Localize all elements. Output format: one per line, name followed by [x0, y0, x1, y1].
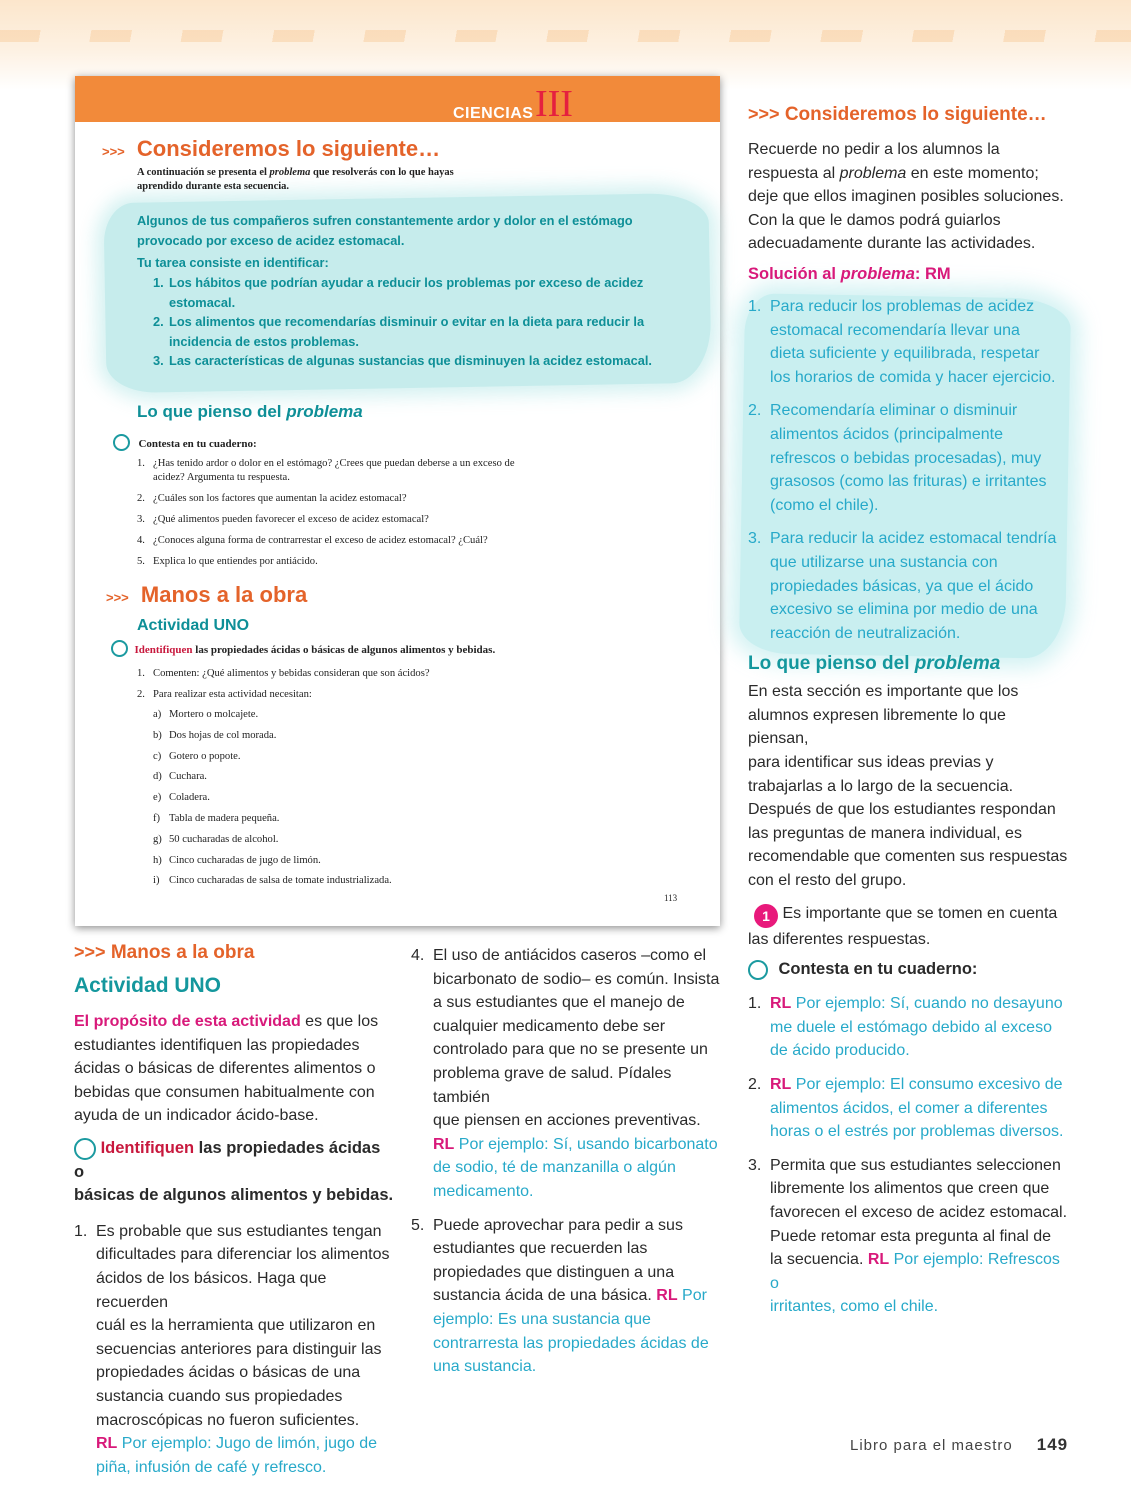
material-text: Gotero o popote. [169, 750, 241, 762]
material-item [153, 809, 553, 830]
material-text: 50 cucharadas de alcohol. [169, 833, 279, 845]
solution-answer [748, 295, 1068, 389]
question-list [137, 457, 607, 576]
answer-line: dieta suficiente y equilibrada, respetar [770, 345, 1040, 363]
material-letter: g) [153, 833, 162, 845]
question-number: 3. [137, 514, 145, 526]
consideremos-intro: A continuación se presenta el problema que resolverás con lo que hayas aprendido durante esta secuencia. [137, 167, 454, 192]
answer-line: me duele el estómago debido al exceso [770, 1018, 1052, 1036]
answer-line: contrarresta las propiedades ácidas de [433, 1334, 709, 1352]
question-text: acidez? Argumenta tu respuesta. [153, 472, 290, 484]
right-consideremos-heading: >>> Consideremos lo siguiente… [748, 104, 1047, 125]
item-line: macroscópicas no fueron suficientes. [96, 1411, 360, 1429]
answer-number: 3. [748, 530, 762, 548]
materials-list [153, 705, 553, 892]
right-intro: Recuerde no pedir a los alumnos la respuesta al problema en este momento; deje que ellos imaginen posibles soluciones. Con la que le damos podrá guiarlos adecuadamente durante las actividades. [748, 141, 1064, 253]
item-line: estudiantes que recuerden las [433, 1240, 648, 1258]
rl-label: RL [770, 1076, 792, 1093]
solution-answer [748, 527, 1068, 645]
step-item [137, 664, 637, 685]
question-text: ¿Qué alimentos pueden favorecer el exceso de acidez estomacal? [153, 514, 429, 526]
item-line: Puede aprovechar para pedir a sus [433, 1216, 683, 1234]
answer-line: RL Por ejemplo: Jugo de limón, jugo de [96, 1435, 378, 1453]
answer-line: refrescos o bebidas procesadas), muy [770, 449, 1042, 467]
question-number: 5. [137, 556, 145, 568]
question-answer [748, 992, 1068, 1063]
answer-line: de sodio, té de manzanilla o algún [433, 1159, 676, 1177]
answer-line: RL Por ejemplo: Sí, usando bicarbonato [433, 1135, 718, 1153]
item-line: a sus estudiantes que el manejo de [433, 994, 685, 1012]
question-number: 2. [137, 493, 145, 505]
middle-item-5: 5. Puede aprovechar para pedir a sus estudiantes que recuerden las propiedades que distinguen a una sustancia ácida de una básica. RL Por ejemplo: Es una sustancia que contrarresta las propiedades ácidas de una sustancia. [411, 1214, 723, 1379]
answer-line: ejemplo: Es una sustancia que [433, 1310, 651, 1328]
item-line: problema grave de salud. Pídales también [433, 1064, 672, 1106]
material-item [153, 747, 553, 768]
material-letter: f) [153, 812, 161, 824]
task-list [153, 273, 693, 371]
item-line: sustancia ácida de una básica. RL Por [433, 1287, 707, 1305]
answer-line: piña, infusión de café y refresco. [96, 1458, 327, 1476]
question-number: 1. [137, 458, 145, 469]
item-line: cualquier medicamento debe ser [433, 1017, 666, 1035]
material-letter: b) [153, 729, 162, 741]
student-page-number: 113 [664, 893, 678, 903]
student-page [75, 76, 720, 926]
chevron-icon: >>> [74, 942, 106, 962]
task-number: 2. [153, 314, 164, 329]
solution-answer [748, 399, 1068, 517]
material-item [153, 851, 553, 872]
left-actividad-heading: Actividad UNO [74, 974, 222, 997]
item-line: Es probable que sus estudiantes tengan [96, 1222, 382, 1240]
material-item [153, 726, 553, 747]
answer-line: Para reducir la acidez estomacal tendría [770, 530, 1057, 548]
lqp-line: Después de que los estudiantes respondan [748, 801, 1056, 819]
answer-number: 1. [748, 995, 762, 1013]
left-column [74, 942, 394, 1479]
question-answers [748, 992, 1068, 1144]
item-line: ácidos de los básicos. Haga que recuerden [96, 1269, 327, 1311]
step-number: 2. [137, 688, 145, 700]
material-item [153, 705, 553, 726]
material-text: Cuchara. [169, 771, 207, 783]
question-item [137, 555, 607, 569]
task-item [153, 273, 693, 312]
question-item [137, 492, 607, 506]
right-lqp-heading: Lo que pienso del problema [748, 653, 1001, 675]
question-text: ¿Has tenido ardor o dolor en el estómago? ¿Crees que puedan deberse a un exceso de [153, 458, 515, 469]
footer-page-number: 149 [1036, 1435, 1069, 1454]
answer-line: reacción de neutralización. [770, 624, 961, 642]
problem-scenario: Algunos de tus compañeros sufren constantemente ardor y dolor en el estómago provocado por exceso de acidez estomacal. Tu tarea consiste en identificar: [137, 213, 633, 270]
task-number: 1. [153, 275, 164, 290]
item-line: sustancia cuando sus propiedades [96, 1387, 343, 1405]
item-line: secuencias anteriores para distinguir las [96, 1340, 382, 1358]
answer-line: de ácido producido. [770, 1042, 910, 1060]
manos-heading: >>> Manos a la obra [106, 582, 308, 607]
answer-line: horas o el estrés por problemas diversos. [770, 1123, 1064, 1141]
right-column [748, 104, 1068, 1319]
footer [850, 1435, 1068, 1455]
badge-note: 1 Es importante que se tomen en cuenta las diferentes respuestas. [748, 904, 1058, 948]
task-text: estomacal. [169, 294, 236, 310]
middle-item-4: 4. El uso de antiácidos caseros –como el bicarbonato de sodio– es común. Insista a sus estudiantes que el manejo de cualquier medicamento debe ser controlado para que no se presente un problema grave de salud. Pídales también que piensen en acciones preventivas. RL Por ejemplo: Sí, usando bicarbonato de sodio, té de manzanilla o algún medicamento. [411, 944, 723, 1204]
task-item [153, 312, 693, 351]
identifiquen-instruction: Identifiquen las propiedades ácidas o básicas de algunos alimentos y bebidas. [111, 640, 495, 658]
rl-label: RL [96, 1435, 118, 1453]
lo-que-pienso-heading: Lo que pienso del problema [137, 402, 363, 421]
answer-number: 2. [748, 402, 762, 420]
lqp-line: alumnos expresen libremente lo que piensan, [748, 706, 1006, 748]
activity-ring-icon [74, 1138, 96, 1160]
student-page-header-band [75, 76, 720, 125]
item-line: propiedades que distinguen a una [433, 1263, 675, 1281]
notebook-ring-icon [113, 434, 130, 451]
question-item [137, 513, 607, 527]
consideremos-heading: >>> Consideremos lo siguiente… [102, 136, 441, 161]
header-volume-number: III [535, 83, 573, 125]
task-text: Los hábitos que podrían ayudar a reducir los problemas por exceso de acidez [169, 275, 644, 290]
step-text: Comenten: ¿Qué alimentos y bebidas consideran que son ácidos? [153, 668, 430, 679]
steps-list [137, 664, 637, 706]
right-contesta: Contesta en tu cuaderno: [748, 960, 1068, 980]
contesta-instruction: Contesta en tu cuaderno: [113, 434, 257, 452]
answer-line: alimentos ácidos, el comer a diferentes [770, 1099, 1048, 1117]
question-text: ¿Cuáles son los factores que aumentan la acidez estomacal? [153, 493, 407, 505]
solution-answers [748, 295, 1068, 645]
number-badge-icon: 1 [754, 904, 778, 928]
lqp-line: para identificar sus ideas previas y [748, 754, 994, 772]
chevron-icon: >>> [748, 104, 780, 124]
question-answer [748, 1073, 1068, 1144]
item-line: propiedades ácidas o básicas de una [96, 1364, 361, 1382]
material-text: Mortero o molcajete. [169, 709, 259, 720]
middle-column [411, 944, 723, 1379]
task-number: 3. [153, 353, 164, 368]
material-letter: a) [153, 709, 162, 720]
activity-ring-icon [111, 640, 128, 657]
material-item [153, 767, 553, 788]
answer-line: Recomendaría eliminar o disminuir [770, 402, 1018, 420]
answer-line: excesivo se elimina por medio de una [770, 601, 1038, 619]
left-proposito: El propósito de esta actividad es que los estudiantes identifiquen las propiedades ácidas o básicas de diferentes alimentos o bebidas que consumen habitualmente con ayuda de un indicador ácido-base. [74, 1013, 379, 1125]
lqp-line: En esta sección es importante que los [748, 683, 1019, 701]
answer-line: que utilizarse una sustancia con [770, 553, 998, 571]
lqp-line: trabajarlas a lo largo de la secuencia. [748, 777, 1014, 795]
answer-line: estomacal recomendaría llevar una [770, 321, 1020, 339]
rl-label: RL [656, 1287, 678, 1305]
material-letter: c) [153, 750, 162, 762]
question-item [137, 534, 607, 548]
material-letter: d) [153, 771, 162, 783]
answer-number: 1. [748, 297, 762, 315]
answer-line: alimentos ácidos (principalmente [770, 425, 1003, 443]
footer-label: Libro para el maestro [850, 1437, 1013, 1454]
material-text: Dos hojas de col morada. [169, 729, 277, 741]
left-item-1: 1. Es probable que sus estudiantes tengan dificultades para diferenciar los alimentos ácidos de los básicos. Haga que recuerden cuál es la herramienta que utilizaron en secuencias anteriores para distinguir las propiedades ácidas o básicas de una sustancia cuando sus propiedades macroscópicas no fueron suficientes. RL Por ejemplo: Jugo de limón, jugo de piña, infusión de café y refresco. [74, 1220, 394, 1480]
question-number: 4. [137, 535, 145, 547]
item-line: que piensen en acciones preventivas. [433, 1112, 701, 1130]
notebook-ring-icon [748, 960, 768, 980]
chevron-icon: >>> [102, 144, 125, 159]
answer-line: (como el chile). [770, 496, 879, 514]
chevron-icon: >>> [106, 590, 129, 605]
question-text: ¿Conoces alguna forma de contrarrestar el exceso de acidez estomacal? ¿Cuál? [153, 535, 488, 547]
left-identifiquen: Identifiquen las propiedades ácidas o básicas de algunos alimentos y bebidas. [74, 1138, 394, 1205]
answer-line: Para reducir los problemas de acidez [770, 297, 1035, 315]
lqp-line: recomendable que comenten sus respuestas [748, 848, 1068, 866]
answer-line: RL Por ejemplo: El consumo excesivo de [770, 1076, 1063, 1093]
task-item [153, 351, 693, 371]
material-item [153, 830, 553, 851]
material-item [153, 871, 553, 892]
answer-line: una sustancia. [433, 1358, 537, 1376]
answer-line: propiedades básicas, ya que el ácido [770, 577, 1034, 595]
material-text: Cinco cucharadas de salsa de tomate industrializada. [169, 875, 392, 887]
question-text: Explica lo que entiendes por antiácido. [153, 556, 318, 568]
step-number: 1. [137, 668, 145, 679]
item-line: cuál es la herramienta que utilizaron en [96, 1317, 376, 1335]
question-answer-3: 3. Permita que sus estudiantes seleccionen libremente los alimentos que creen que favorecen el exceso de acidez estomacal. Puede retomar esta pregunta al final de la secuencia. RL Por ejemplo: Refrescos o irritantes, como el chile. [748, 1156, 1068, 1316]
item-line: dificultades para diferenciar los alimentos [96, 1246, 390, 1264]
answer-text: Por [682, 1287, 707, 1305]
task-text: incidencia de estos problemas. [169, 333, 359, 349]
step-text: Para realizar esta actividad necesitan: [153, 688, 312, 700]
item-line: bicarbonato de sodio– es común. Insista [433, 970, 720, 988]
answer-number: 2. [748, 1076, 762, 1093]
question-item [137, 457, 607, 485]
header-subject: CIENCIAS [453, 105, 534, 122]
material-letter: h) [153, 854, 162, 866]
task-text: Los alimentos que recomendarías disminuir o evitar en la dieta para reducir la [169, 314, 645, 329]
lqp-line: con el resto del grupo. [748, 872, 907, 890]
material-item [153, 788, 553, 809]
material-letter: e) [153, 792, 162, 804]
rl-label: RL [433, 1135, 455, 1153]
rl-label: RL [770, 995, 792, 1013]
answer-line: grasosos (como las frituras) e irritantes [770, 473, 1047, 491]
material-text: Tabla de madera pequeña. [169, 812, 280, 824]
answer-line: los horarios de comida y hacer ejercicio. [770, 368, 1056, 386]
actividad-uno-label: Actividad UNO [137, 617, 250, 634]
item-line: controlado para que no se presente un [433, 1041, 708, 1059]
answer-line: RL Por ejemplo: Sí, cuando no desayuno [770, 995, 1063, 1013]
material-letter: i) [153, 875, 160, 887]
item-line: El uso de antiácidos caseros –como el [433, 947, 707, 964]
solucion-heading: Solución al problema: RM [748, 264, 951, 283]
material-text: Coladera. [169, 792, 210, 804]
answer-line: medicamento. [433, 1182, 534, 1200]
task-text: Las características de algunas sustancias que disminuyen la acidez estomacal. [169, 353, 652, 368]
left-manos-heading: >>> Manos a la obra [74, 942, 255, 963]
lqp-line: las preguntas de manera individual, es [748, 824, 1022, 842]
step-item [137, 685, 637, 706]
material-text: Cinco cucharadas de jugo de limón. [169, 854, 321, 866]
right-lqp-body [748, 680, 1068, 892]
